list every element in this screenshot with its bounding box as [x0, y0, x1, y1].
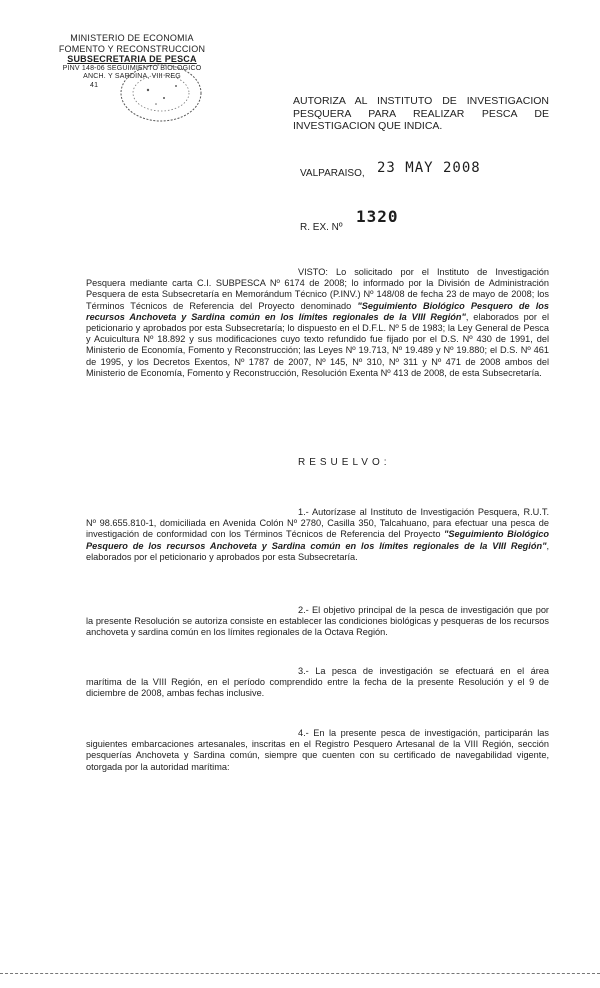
point-2: [86, 605, 549, 639]
resolution-number: 1320: [356, 207, 399, 226]
subject-line: AUTORIZA AL INSTITUTO DE INVESTIGACION PESQUERA PARA REALIZAR PESCA DE INVESTIGACION QUE INDICA.: [293, 95, 549, 132]
sender-ref: 41: [90, 81, 99, 89]
resolution-label: R. EX. Nº: [300, 222, 343, 233]
sender-line: SUBSECRETARIA DE PESCA: [67, 54, 197, 64]
project-title: "Seguimiento Biológico Pesquero de los recursos Anchoveta y Sardina común en los límites regionales de la VIII Región": [86, 300, 549, 322]
page-edge-divider: [0, 973, 600, 974]
sender-ref: PINV 148-06 SEGUIMIENTO BIOLOGICO: [62, 64, 202, 72]
point-text: 2.- El objetivo principal de la pesca de investigación que por la presente Resolución se autoriza consiste en establecer las condiciones biológicas y pesqueras de los recursos anchoveta y sardina común en los límites regionales de la Octava Región.: [86, 605, 549, 638]
sender-line: MINISTERIO DE ECONOMIA: [70, 33, 194, 43]
sender-line: FOMENTO Y RECONSTRUCCION: [58, 43, 206, 54]
point-4: [86, 728, 549, 773]
stamp-seal-icon: [106, 60, 216, 126]
point-1: [86, 507, 549, 563]
visto-text: , elaborados por el peticionario y aprobados por esta Subsecretaría; lo dispuesto en el D.F.L. Nº 5 de 1983; la Ley General de Pesca y Acuicultura Nº 18.892 y sus modificaciones cuyo texto refundido fue fijado por el D.S. Nº 430 de 1991, del Ministerio de Economía, Fomento y Reconstrucción; las Leyes Nº 19.713, Nº 19.489 y Nº 19.880; el D.S. Nº 461 de 1995, y los Decretos Exentos, Nº 1787 de 2007, Nº 145, Nº 310, Nº 311 y Nº 471 de 2008 ambos del Ministerio de Economía, Fomento y Reconstrucción, Resolución Exenta Nº 413 de 2008, de esta Subsecretaría.: [86, 311, 549, 378]
point-text: 3.- La pesca de investigación se efectuará en el área marítima de la VIII Región, en el período comprendido entre la fecha de la presente Resolución y el 9 de diciembre de 2008, ambas fechas inclusive.: [86, 666, 549, 699]
point-text: , elaborados por el peticionario y aprobados por esta Subsecretaría.: [86, 540, 549, 562]
point-text: 1.- Autorízase al Instituto de Investigación Pesquera, R.U.T. Nº 98.655.810-1, domiciliada en Avenida Colón Nº 2780, Casilla 350, Talcahuano, para efectuar una pesca de investigación de conformidad con los Términos Técnicos de Referencia del Proyecto: [86, 507, 549, 540]
sender-ref: ANCH. Y SARDINA, VIII REG: [83, 73, 181, 80]
point-text: 4.- En la presente pesca de investigación, participarán las siguientes embarcaciones artesanales, inscritas en el Registro Pesquero Artesanal de la VIII Región, sección pesquerías Anchoveta y Sardina común, siempre que cuenten con su certificado de navegabilidad vigente, otorgada por la autoridad marítima:: [86, 728, 549, 772]
place-label: VALPARAISO,: [300, 168, 365, 179]
resuelvo-heading: RESUELVO:: [298, 457, 391, 468]
point-3: [86, 666, 549, 700]
date-stamp: 23 MAY 2008: [377, 160, 481, 176]
visto-text: VISTO: Lo solicitado por el Instituto de Investigación Pesquera mediante carta C.I. SUBPESCA Nº 6174 de 2008; lo informado por la División de Administración Pesquera de esta Subsecretaría en Memorándum Técnico (P.INV.) Nº 148/08 de fecha 23 de mayo de 2008; los Términos Técnicos de Referencia del Proyecto denominado: [86, 267, 549, 311]
project-title: "Seguimiento Biológico Pesquero de los recursos Anchoveta y Sardina común en los límites regionales de la VIII Región": [86, 529, 549, 551]
visto-paragraph: [86, 267, 549, 379]
